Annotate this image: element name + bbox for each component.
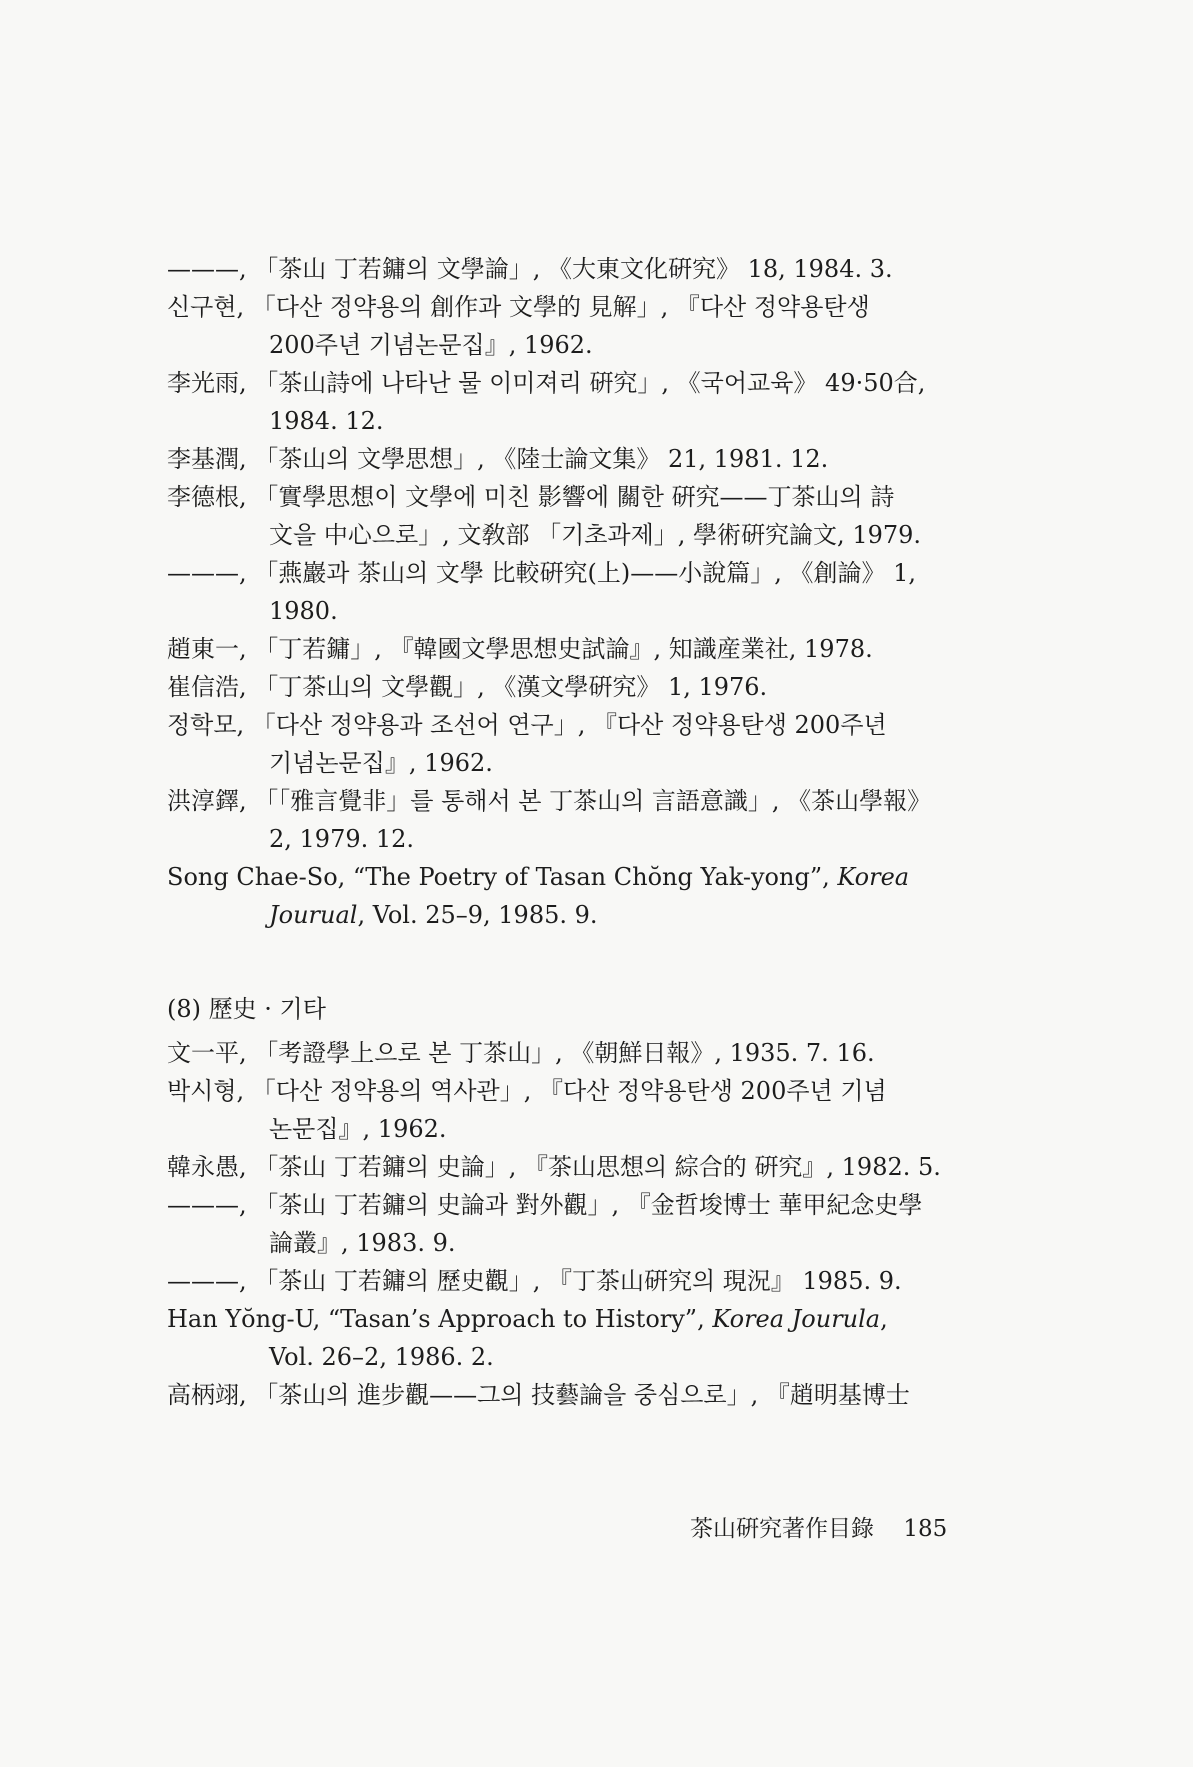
bibliography-entry <box>167 1300 957 1376</box>
entry-line: 李光雨, 「茶山詩에 나타난 물 이미져리 硏究」, 《국어교육》 49·50合, <box>167 369 926 397</box>
bibliography-section-history <box>167 990 957 1414</box>
entry-line-continued: 論叢』, 1983. 9. <box>269 1229 456 1257</box>
bibliography-entry <box>167 1034 957 1072</box>
bibliography-entry <box>167 782 957 858</box>
bibliography-section-literature <box>167 250 957 934</box>
entry-line: ———, 「茶山 丁若鏞의 歷史觀」, 『丁茶山硏究의 現況』 1985. 9. <box>167 1267 902 1295</box>
entry-line: Han Yŏng-U, “Tasan’s Approach to History”, Korea Jourula, <box>167 1305 888 1333</box>
bibliography-entry <box>167 440 957 478</box>
bibliography-entry <box>167 250 957 288</box>
bibliography-entry <box>167 478 957 554</box>
entry-line: ———, 「茶山 丁若鏞의 史論과 對外觀」, 『金哲埈博士 華甲紀念史學 <box>167 1191 923 1219</box>
entry-line-continued: Jourual, Vol. 25–9, 1985. 9. <box>269 901 598 929</box>
entry-line-continued: 1984. 12. <box>269 407 384 435</box>
entry-line-continued: Vol. 26–2, 1986. 2. <box>269 1343 494 1371</box>
entry-line: 정학모, 「다산 정약용과 조선어 연구」, 『다산 정약용탄생 200주년 <box>167 711 887 739</box>
entry-line-continued: 논문집』, 1962. <box>269 1115 447 1143</box>
running-title: 茶山硏究著作目錄 <box>690 1516 874 1542</box>
bibliography-entry <box>167 1376 957 1414</box>
bibliography-entry <box>167 668 957 706</box>
entry-line: 박시형, 「다산 정약용의 역사관」, 『다산 정약용탄생 200주년 기념 <box>167 1077 887 1105</box>
entry-line: 李德根, 「實學思想이 文學에 미친 影響에 關한 硏究——丁茶山의 詩 <box>167 483 895 511</box>
bibliography-entry <box>167 1148 957 1186</box>
entry-line: 韓永愚, 「茶山 丁若鏞의 史論」, 『茶山思想의 綜合的 硏究』, 1982. 5. <box>167 1153 941 1181</box>
section-heading: (8) 歷史 · 기타 <box>167 995 326 1023</box>
bibliography-entry <box>167 858 957 934</box>
bibliography-entry <box>167 554 957 630</box>
entry-line: Song Chae-So, “The Poetry of Tasan Chŏng Yak-yong”, Korea <box>167 863 910 891</box>
bibliography-entry <box>167 364 957 440</box>
entry-line: ———, 「茶山 丁若鏞의 文學論」, 《大東文化硏究》 18, 1984. 3. <box>167 255 893 283</box>
entry-line: 崔信浩, 「丁茶山의 文學觀」, 《漢文學硏究》 1, 1976. <box>167 673 768 701</box>
entry-line: 高柄翊, 「茶山의 進步觀——그의 技藝論을 중심으로」, 『趙明基博士 <box>167 1381 910 1409</box>
entry-line: 李基潤, 「茶山의 文學思想」, 《陸士論文集》 21, 1981. 12. <box>167 445 829 473</box>
entry-line-continued: 기념논문집』, 1962. <box>269 749 493 777</box>
bibliography-entry <box>167 1072 957 1148</box>
page-footer <box>690 1510 947 1543</box>
entry-line: 洪淳鐸, 「「雅言覺非」를 통해서 본 丁茶山의 言語意識」, 《茶山學報》 <box>167 787 932 815</box>
entry-line: 신구현, 「다산 정약용의 創作과 文學的 見解」, 『다산 정약용탄생 <box>167 293 870 321</box>
entry-line: 趙東一, 「丁若鏞」, 『韓國文學思想史試論』, 知識産業社, 1978. <box>167 635 873 663</box>
bibliography-entry <box>167 706 957 782</box>
bibliography-entry <box>167 1262 957 1300</box>
bibliography-entry <box>167 288 957 364</box>
entry-line: ———, 「燕巖과 茶山의 文學 比較硏究(上)——小說篇」, 《創論》 1, <box>167 559 917 587</box>
page-number: 185 <box>903 1516 948 1542</box>
entry-line-continued: 文을 中心으로」, 文敎部 「기초과제」, 學術硏究論文, 1979. <box>269 521 922 549</box>
bibliography-entry <box>167 1186 957 1262</box>
entry-line-continued: 200주년 기념논문집』, 1962. <box>269 331 593 359</box>
entry-line: 文一平, 「考證學上으로 본 丁茶山」, 《朝鮮日報》, 1935. 7. 16. <box>167 1039 875 1067</box>
bibliography-entry <box>167 630 957 668</box>
entry-line-continued: 2, 1979. 12. <box>269 825 415 853</box>
entry-line-continued: 1980. <box>269 597 338 625</box>
